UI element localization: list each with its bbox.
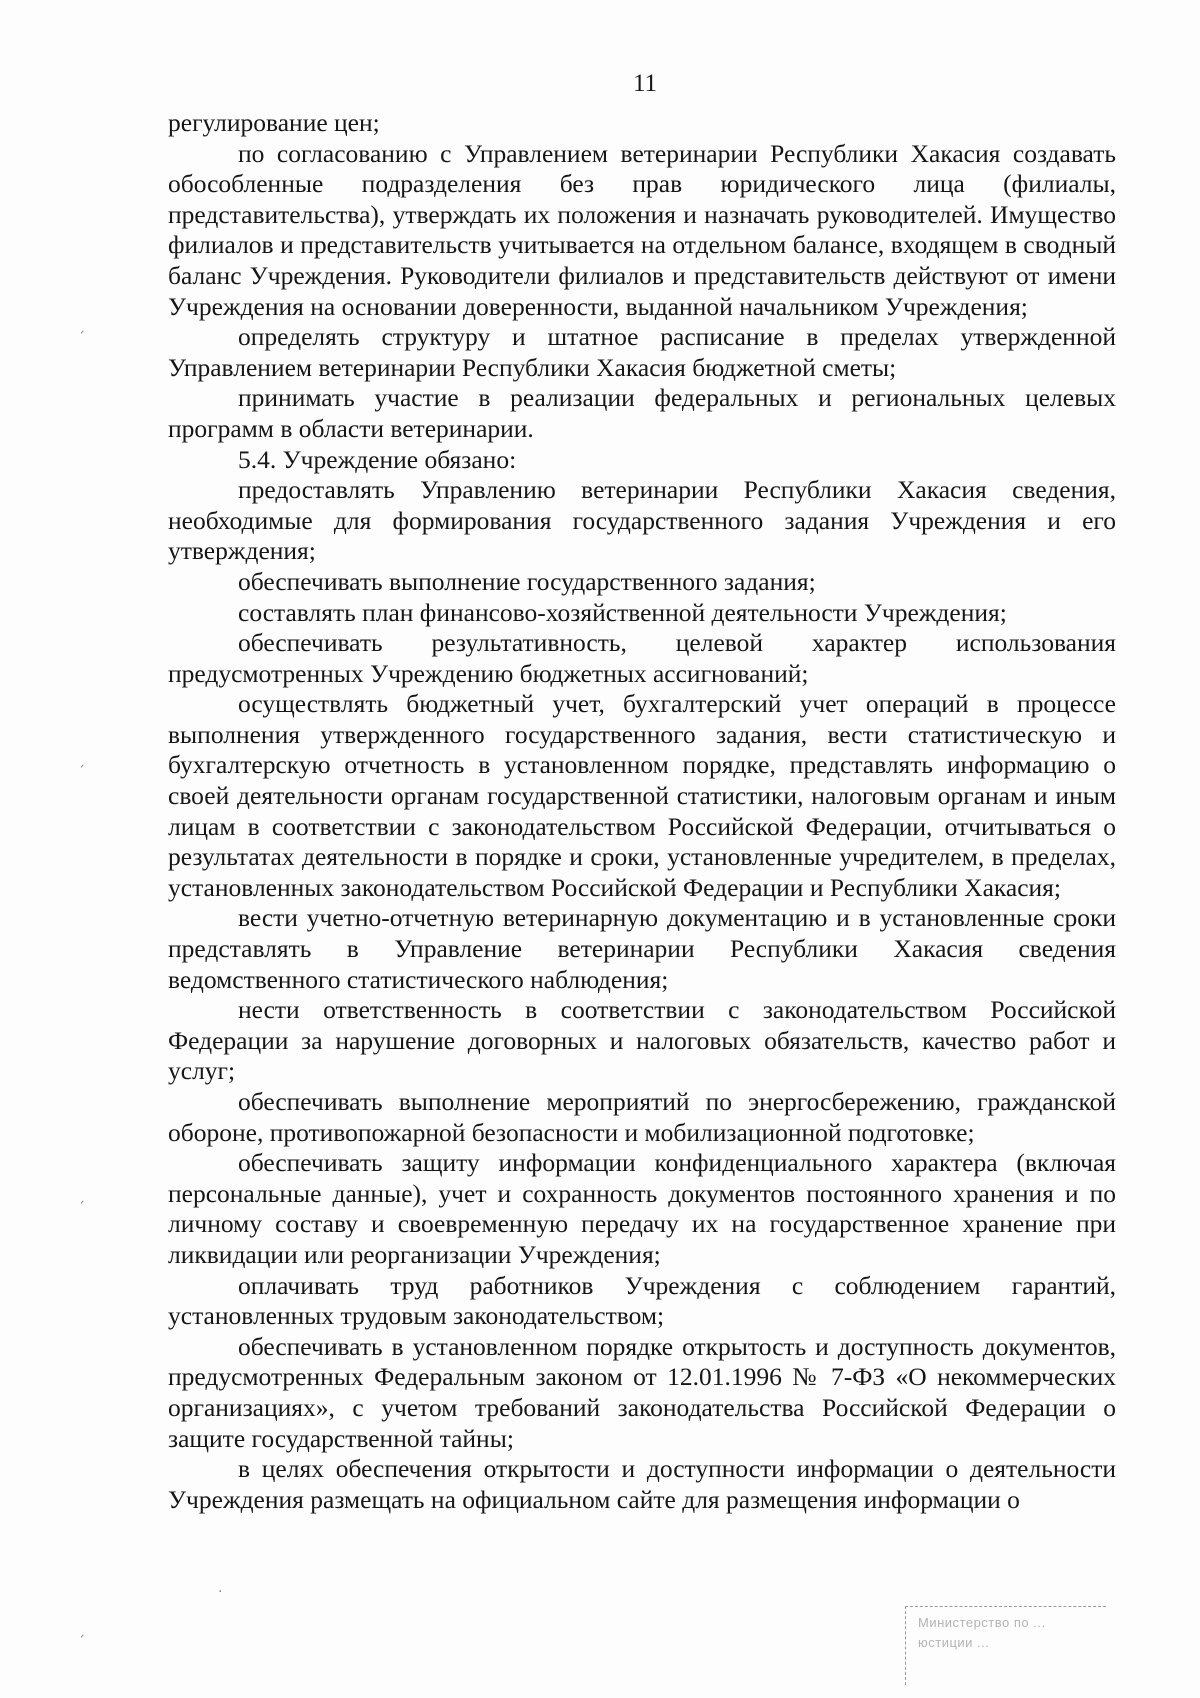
paragraph-budget-efficiency: обеспечивать результативность, целевой характер использования предусмотренных Учреждению бюджетных ассигнований; xyxy=(168,628,1116,688)
paragraph-accounting: осуществлять бюджетный учет, бухгалтерский учет операций в процессе выполнения утвержденного государственного задания, вести статистическую и бухгалтерскую отчетность в установленном порядке, представлять информацию о своей деятельности органам государственной статистики, налоговым органам и иным лицам в соответствии с законодательством Российской Федерации, отчитываться о результатах деятельности в порядке и сроки, установленные учредителем, в пределах, установленных законодательством Российской Федерации и Республики Хакасия; xyxy=(168,689,1116,902)
paragraph-labor-pay: оплачивать труд работников Учреждения с соблюдением гарантий, установленных трудовым законодательством; xyxy=(168,1270,1116,1331)
paragraph-programs: принимать участие в реализации федеральных и региональных целевых программ в области ветеринарии. xyxy=(168,383,1116,443)
scan-speck: ˏ xyxy=(78,318,85,334)
scan-speck: · xyxy=(218,1584,223,1600)
paragraph-official-site: в целях обеспечения открытости и доступности информации о деятельности Учреждения размещать на официальном сайте для размещения информации о xyxy=(168,1454,1116,1514)
scan-speck: ˏ xyxy=(78,1622,85,1638)
paragraph-financial-plan: составлять план финансово-хозяйственной деятельности Учреждения; xyxy=(238,597,1007,627)
stamp-line-2: юстиции ... xyxy=(918,1635,990,1650)
page-number: 11 xyxy=(632,70,658,97)
paragraph-data-protection: обеспечивать защиту информации конфиденциального характера (включая персональные данные), учет и сохранность документов постоянного хранения и по личному составу и своевременную передачу их на государственное хранение при ликвидации или реорганизации Учреждения; xyxy=(168,1148,1116,1269)
paragraph-price-regulation: регулирование цен; xyxy=(168,108,380,137)
paragraph-structure: определять структуру и штатное расписание в пределах утвержденной Управлением ветеринарии Республики Хакасия бюджетной сметы; xyxy=(168,322,1116,382)
scan-speck: ˏ xyxy=(78,1188,85,1204)
paragraph-branches: по согласованию с Управлением ветеринарии Республики Хакасия создавать обособленные подразделения без прав юридического лица (филиалы, представительства), утверждать их положения и назначать руководителей. Имущество филиалов и представительств учитывается на отдельном балансе, входящем в сводный баланс Учреждения. Руководители филиалов и представительств действуют от имени Учреждения на основании доверенности, выданной начальником Учреждения; xyxy=(168,138,1116,321)
paragraph-responsibility: нести ответственность в соответствии с законодательством Российской Федерации за нарушение договорных и налоговых обязательств, качество работ и услуг; xyxy=(168,995,1116,1086)
paragraph-transparency: обеспечивать в установленном порядке открытость и доступность документов, предусмотренных Федеральным законом от 12.01.1996 № 7-ФЗ «О некоммерческих организациях», с учетом требований законодательства Российской Федерации о защите государственной тайны; xyxy=(168,1331,1116,1453)
paragraph-vet-documentation: вести учетно-отчетную ветеринарную документацию и в установленные сроки представлять в Управление ветеринарии Республики Хакасия сведения ведомственного статистического наблюдения; xyxy=(168,903,1116,994)
registration-stamp xyxy=(905,1606,1106,1685)
section-heading-5-4: 5.4. Учреждение обязано: xyxy=(238,444,517,474)
paragraph-provide-info: предоставлять Управлению ветеринарии Республики Хакасия сведения, необходимые для формирования государственного задания Учреждения и его утверждения; xyxy=(168,475,1116,566)
paragraph-civil-defense: обеспечивать выполнение мероприятий по энергосбережению, гражданской обороне, противопожарной безопасности и мобилизационной подготовке; xyxy=(168,1087,1116,1147)
paragraph-state-task: обеспечивать выполнение государственного задания; xyxy=(238,566,816,596)
stamp-line-1: Министерство по ... xyxy=(918,1615,1046,1630)
document-body xyxy=(168,108,1116,1515)
scan-speck: ˏ xyxy=(78,752,85,768)
